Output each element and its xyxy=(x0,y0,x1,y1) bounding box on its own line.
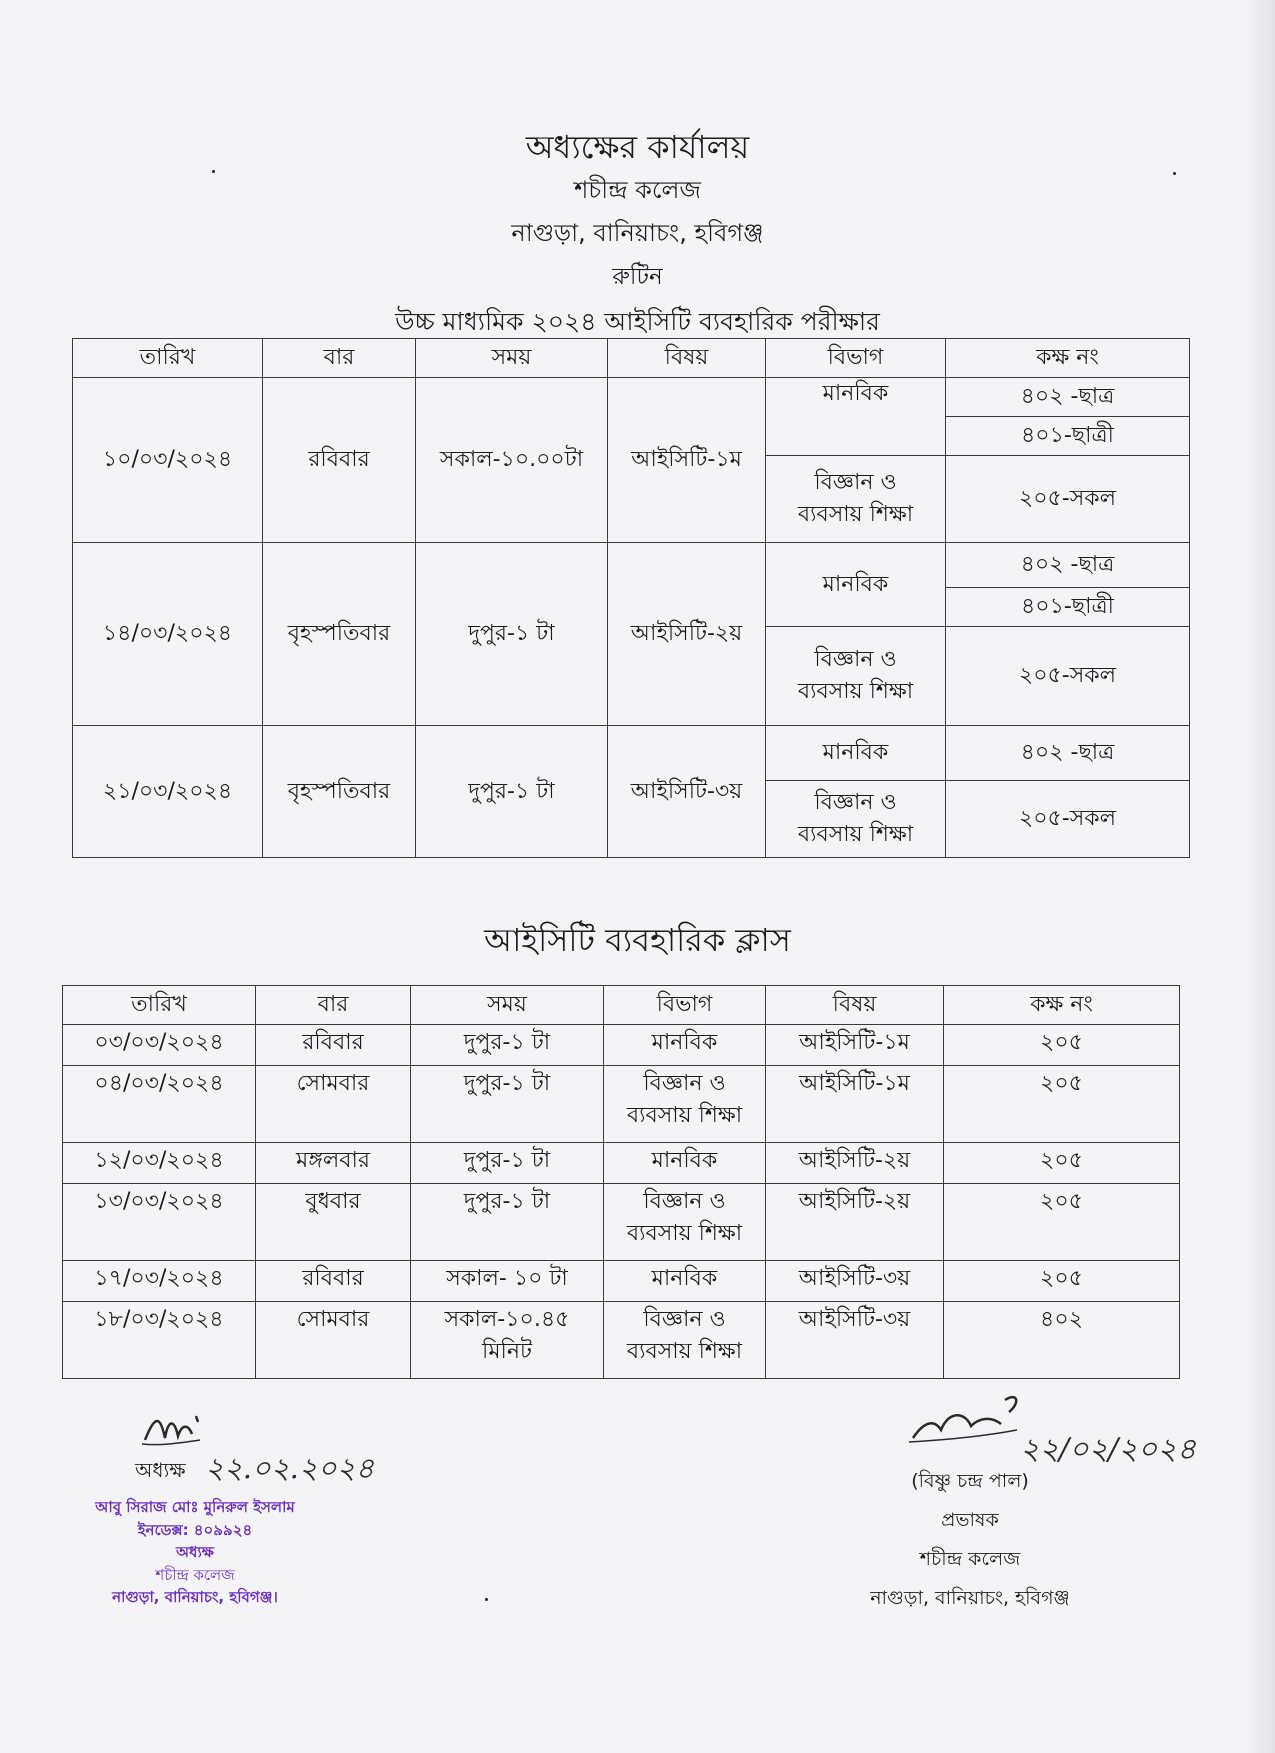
class-subject: আইসিটি-৩য় xyxy=(766,1261,944,1302)
col-header-room: কক্ষ নং xyxy=(944,986,1180,1025)
exam-header-row xyxy=(73,339,1190,378)
class-subject: আইসিটি-২য় xyxy=(766,1143,944,1184)
col-header-department: বিভাগ xyxy=(766,339,946,378)
class-day: বুধবার xyxy=(256,1184,411,1261)
exam-title: উচ্চ মাধ্যমিক ২০২৪ আইসিটি ব্যবহারিক পরীক্ষার xyxy=(395,307,880,336)
stamp-college: শচীন্দ্র কলেজ xyxy=(155,1565,235,1584)
class-section-title: আইসিটি ব্যবহারিক ক্লাস xyxy=(484,921,791,959)
exam-time: সকাল-১০.০০টা xyxy=(416,378,608,543)
exam-subject: আইসিটি-২য় xyxy=(608,543,766,726)
class-time: সকাল- ১০ টা xyxy=(411,1261,604,1302)
college-address: নাগুড়া, বানিয়াচং, হবিগঞ্জ xyxy=(511,219,764,247)
dept-line: বিজ্ঞান ও xyxy=(643,1189,726,1214)
time-line: সকাল-১০.৪৫ xyxy=(444,1307,570,1332)
dept-line: বিজ্ঞান ও xyxy=(643,1307,726,1332)
exam-room-all: ২০৫-সকল xyxy=(946,781,1190,858)
class-dept: মানবিক xyxy=(604,1261,766,1302)
col-header-subject: বিষয় xyxy=(608,339,766,378)
dept-line: ব্যবসায় শিক্ষা xyxy=(626,1102,743,1128)
lecturer-title: প্রভাষক xyxy=(941,1508,999,1531)
col-header-date: তারিখ xyxy=(73,339,263,378)
class-schedule-table xyxy=(62,985,1180,1379)
table-row xyxy=(63,1261,1180,1302)
class-room: ৪০২ xyxy=(944,1302,1180,1379)
class-room: ২০৫ xyxy=(944,1066,1180,1143)
class-dept xyxy=(604,1066,766,1143)
dept-line: ব্যবসায় শিক্ষা xyxy=(797,822,914,847)
exam-dept-science xyxy=(766,456,946,543)
principal-label: অধ্যক্ষ xyxy=(135,1458,186,1482)
class-room: ২০৫ xyxy=(944,1261,1180,1302)
college-name: শচীন্দ্র কলেজ xyxy=(574,176,701,204)
class-dept: মানবিক xyxy=(604,1143,766,1184)
col-header-department: বিভাগ xyxy=(604,986,766,1025)
exam-day: বৃহস্পতিবার xyxy=(263,543,416,726)
dept-line: ব্যবসায় শিক্ষা xyxy=(797,502,914,527)
class-room: ২০৫ xyxy=(944,1184,1180,1261)
lecturer-address: নাগুড়া, বানিয়াচং, হবিগঞ্জ xyxy=(870,1586,1070,1609)
class-date: ০৩/০৩/২০২৪ xyxy=(63,1025,256,1066)
class-date: ১৮/০৩/২০২৪ xyxy=(63,1302,256,1379)
exam-dept-humanities: মানবিক xyxy=(766,726,946,781)
class-time: দুপুর-১ টা xyxy=(411,1184,604,1261)
class-room: ২০৫ xyxy=(944,1025,1180,1066)
lecturer-signature-icon xyxy=(905,1390,1025,1450)
dept-line: বিজ্ঞান ও xyxy=(643,1071,726,1096)
col-header-day: বার xyxy=(263,339,416,378)
exam-subject: আইসিটি-৩য় xyxy=(608,726,766,858)
class-time: দুপুর-১ টা xyxy=(411,1025,604,1066)
table-row xyxy=(73,378,1190,417)
table-row xyxy=(63,1025,1180,1066)
col-header-time: সময় xyxy=(416,339,608,378)
table-row xyxy=(73,543,1190,588)
class-day: রবিবার xyxy=(256,1261,411,1302)
class-time xyxy=(411,1302,604,1379)
exam-subject: আইসিটি-১ম xyxy=(608,378,766,543)
class-day: মঙ্গলবার xyxy=(256,1143,411,1184)
class-date: ১২/০৩/২০২৪ xyxy=(63,1143,256,1184)
col-header-room: কক্ষ নং xyxy=(946,339,1190,378)
exam-day: বৃহস্পতিবার xyxy=(263,726,416,858)
class-subject: আইসিটি-৩য় xyxy=(766,1302,944,1379)
principal-signature-icon xyxy=(140,1410,210,1450)
principal-stamp xyxy=(55,1496,335,1609)
exam-room-all: ২০৫-সকল xyxy=(946,627,1190,726)
table-row xyxy=(63,1066,1180,1143)
exam-dept-humanities: মানবিক xyxy=(766,543,946,627)
class-day: রবিবার xyxy=(256,1025,411,1066)
stamp-name: আবু সিরাজ মোঃ মুনিরুল ইসলাম xyxy=(95,1498,295,1516)
table-row xyxy=(73,726,1190,781)
exam-day: রবিবার xyxy=(263,378,416,543)
lecturer-signature-block xyxy=(840,1462,1100,1618)
class-header-row xyxy=(63,986,1180,1025)
exam-schedule-table xyxy=(72,338,1190,858)
col-header-day: বার xyxy=(256,986,411,1025)
dept-line: ব্যবসায় শিক্ষা xyxy=(626,1220,743,1246)
col-header-subject: বিষয় xyxy=(766,986,944,1025)
lecturer-sign-date: ২২/০২/২০২৪ xyxy=(1020,1432,1197,1467)
col-header-date: তারিখ xyxy=(63,986,256,1025)
dept-line: ব্যবসায় শিক্ষা xyxy=(626,1338,743,1364)
dept-line: বিজ্ঞান ও xyxy=(814,790,897,816)
exam-dept-science xyxy=(766,627,946,726)
class-subject: আইসিটি-১ম xyxy=(766,1066,944,1143)
class-subject: আইসিটি-১ম xyxy=(766,1025,944,1066)
stamp-address: নাগুড়া, বানিয়াচং, হবিগঞ্জ। xyxy=(112,1588,278,1606)
exam-dept-science xyxy=(766,781,946,858)
table-row xyxy=(63,1302,1180,1379)
exam-date: ১৪/০৩/২০২৪ xyxy=(73,543,263,726)
exam-room-boys: ৪০২ -ছাত্র xyxy=(946,543,1190,588)
table-row xyxy=(63,1143,1180,1184)
col-header-time: সময় xyxy=(411,986,604,1025)
class-day: সোমবার xyxy=(256,1302,411,1379)
lecturer-name: (বিষ্ণু চন্দ্র পাল) xyxy=(911,1470,1029,1492)
dept-line: বিজ্ঞান ও xyxy=(814,470,897,496)
class-dept xyxy=(604,1302,766,1379)
dept-line: বিজ্ঞান ও xyxy=(814,647,897,673)
table-row xyxy=(63,1184,1180,1261)
class-time: দুপুর-১ টা xyxy=(411,1143,604,1184)
routine-label: রুটিন xyxy=(612,264,663,290)
exam-room-boys: ৪০২ -ছাত্র xyxy=(946,726,1190,781)
exam-date: ১০/০৩/২০২৪ xyxy=(73,378,263,543)
exam-date: ২১/০৩/২০২৪ xyxy=(73,726,263,858)
stamp-index: ইনডেক্স: ৪০৯৯২৪ xyxy=(137,1520,253,1539)
dept-line: ব্যবসায় শিক্ষা xyxy=(797,679,914,704)
speck xyxy=(485,1598,488,1601)
class-dept: মানবিক xyxy=(604,1025,766,1066)
exam-room-girls: ৪০১-ছাত্রী xyxy=(946,417,1190,456)
time-line: মিনিট xyxy=(482,1338,532,1364)
class-date: ০৪/০৩/২০২৪ xyxy=(63,1066,256,1143)
exam-time: দুপুর-১ টা xyxy=(416,726,608,858)
stamp-title: অধ্যক্ষ xyxy=(176,1543,214,1561)
office-title: অধ্যক্ষের কার্যালয় xyxy=(525,128,750,166)
class-dept xyxy=(604,1184,766,1261)
principal-sign-date: ২২.০২.২০২৪ xyxy=(205,1451,375,1485)
class-room: ২০৫ xyxy=(944,1143,1180,1184)
exam-room-girls: ৪০১-ছাত্রী xyxy=(946,588,1190,627)
exam-dept-humanities: মানবিক xyxy=(766,378,946,456)
class-subject: আইসিটি-২য় xyxy=(766,1184,944,1261)
class-date: ১৭/০৩/২০২৪ xyxy=(63,1261,256,1302)
class-date: ১৩/০৩/২০২৪ xyxy=(63,1184,256,1261)
exam-time: দুপুর-১ টা xyxy=(416,543,608,726)
lecturer-college: শচীন্দ্র কলেজ xyxy=(919,1547,1021,1570)
exam-room-all: ২০৫-সকল xyxy=(946,456,1190,543)
class-time: দুপুর-১ টা xyxy=(411,1066,604,1143)
class-day: সোমবার xyxy=(256,1066,411,1143)
exam-room-boys: ৪০২ -ছাত্র xyxy=(946,378,1190,417)
